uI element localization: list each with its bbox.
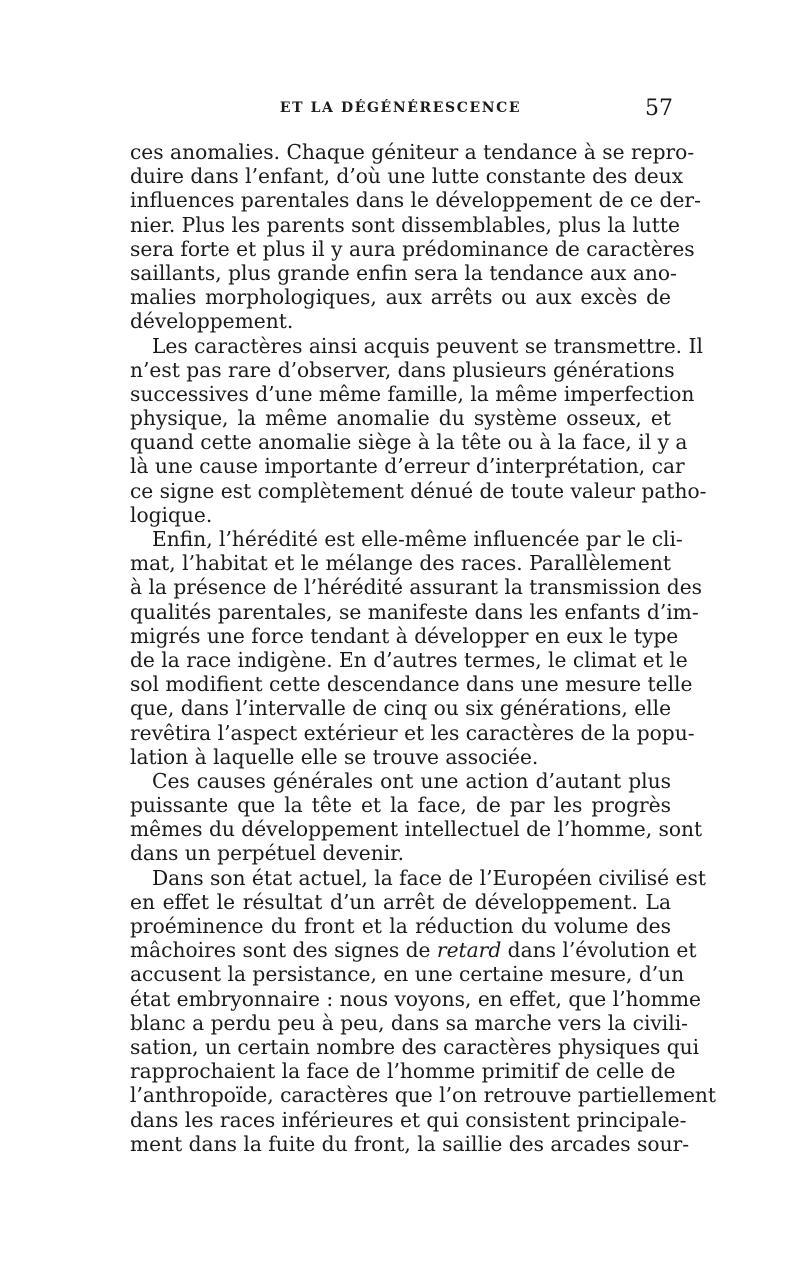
text-line: rapprochaient la face de l’homme primitif de celle de <box>130 1059 676 1084</box>
text-line: Dans son état actuel, la face de l’Européen civilisé est <box>152 865 706 890</box>
text-line: nier. Plus les parents sont dissemblables, plus la lutte <box>130 212 680 237</box>
text-line: blanc a perdu peu à peu, dans sa marche vers la civili- <box>130 1010 688 1035</box>
body-text <box>130 140 717 1156</box>
text-line: développement. <box>130 309 294 334</box>
text-line: logique. <box>130 502 213 527</box>
running-head <box>128 96 673 130</box>
text-line: Les caractères ainsi acquis peuvent se transmettre. Il <box>152 333 703 358</box>
text-line: lation à laquelle elle se trouve associée. <box>130 744 539 769</box>
text-line: puissante que la tête et la face, de par les progrès <box>130 793 671 818</box>
running-title: ET LA DÉGÉNÉRESCENCE <box>279 100 522 116</box>
text-line: n’est pas rare d’observer, dans plusieurs générations <box>130 357 675 382</box>
text-line: saillants, plus grande enfin sera la tendance aux ano- <box>130 260 677 285</box>
text-line: influences parentales dans le développement de ce der- <box>130 188 701 213</box>
text-line: dans les races inférieures et qui consistent principale- <box>130 1107 687 1132</box>
text-line: physique, la même anomalie du système osseux, et <box>130 406 671 431</box>
text-line: ce signe est complètement dénué de toute valeur patho- <box>130 478 707 503</box>
italic-word: retard <box>436 938 502 963</box>
text-line: dans un perpétuel devenir. <box>130 841 405 866</box>
text-line: accusent la persistance, en une certaine mesure, d’un <box>130 962 685 987</box>
page-number: 57 <box>645 96 673 121</box>
text-line: mêmes du développement intellectuel de l’homme, sont <box>130 817 703 842</box>
text-line: duire dans l’enfant, d’où une lutte constante des deux <box>130 164 684 189</box>
text-line: revêtira l’aspect extérieur et les caractères de la popu- <box>130 720 695 745</box>
text-line: à la présence de l’hérédité assurant la transmission des <box>130 575 703 600</box>
text-line: Enfin, l’hérédité est elle-même influencée par le cli- <box>152 527 683 551</box>
text-line: l’anthropoïde, caractères que l’on retrouve partiellement <box>130 1083 717 1108</box>
text-line: malies morphologiques, aux arrêts ou aux excès de <box>130 285 671 310</box>
text-line: mat, l’habitat et le mélange des races. Parallèlement <box>130 551 671 576</box>
text-line: Ces causes générales ont une action d’autant plus <box>152 768 671 793</box>
text-line: migrés une force tendant à développer en eux le type <box>130 623 679 648</box>
text-line: proéminence du front et la réduction du volume des <box>130 914 671 938</box>
text-line: sation, un certain nombre des caractères physiques qui <box>130 1034 700 1059</box>
text-line: état embryonnaire : nous voyons, en effet, que l’homme <box>130 986 701 1011</box>
text-line: quand cette anomalie siège à la tête ou à la face, il y a <box>130 430 688 455</box>
text-line: ment dans la fuite du front, la saillie des arcades sour- <box>130 1131 690 1156</box>
text-line: en effet le résultat d’un arrêt de développement. La <box>130 889 671 914</box>
text-line: que, dans l’intervalle de cinq ou six générations, elle <box>130 696 672 721</box>
text-line: mâchoires sont des signes de retard dans l’évolution et <box>130 938 697 963</box>
text-line: de la race indigène. En d’autres termes, le climat et le <box>130 647 688 672</box>
text-line: successives d’une même famille, la même imperfection <box>130 381 695 406</box>
text-line: ces anomalies. Chaque géniteur a tendance à se repro- <box>130 140 695 164</box>
text-line: là une cause importante d’erreur d’interprétation, car <box>130 454 685 479</box>
text-line: sera forte et plus il y aura prédominance de caractères <box>130 236 695 261</box>
text-line: sol modifient cette descendance dans une mesure telle <box>130 672 693 697</box>
text-line: qualités parentales, se manifeste dans les enfants d’im- <box>130 599 699 624</box>
